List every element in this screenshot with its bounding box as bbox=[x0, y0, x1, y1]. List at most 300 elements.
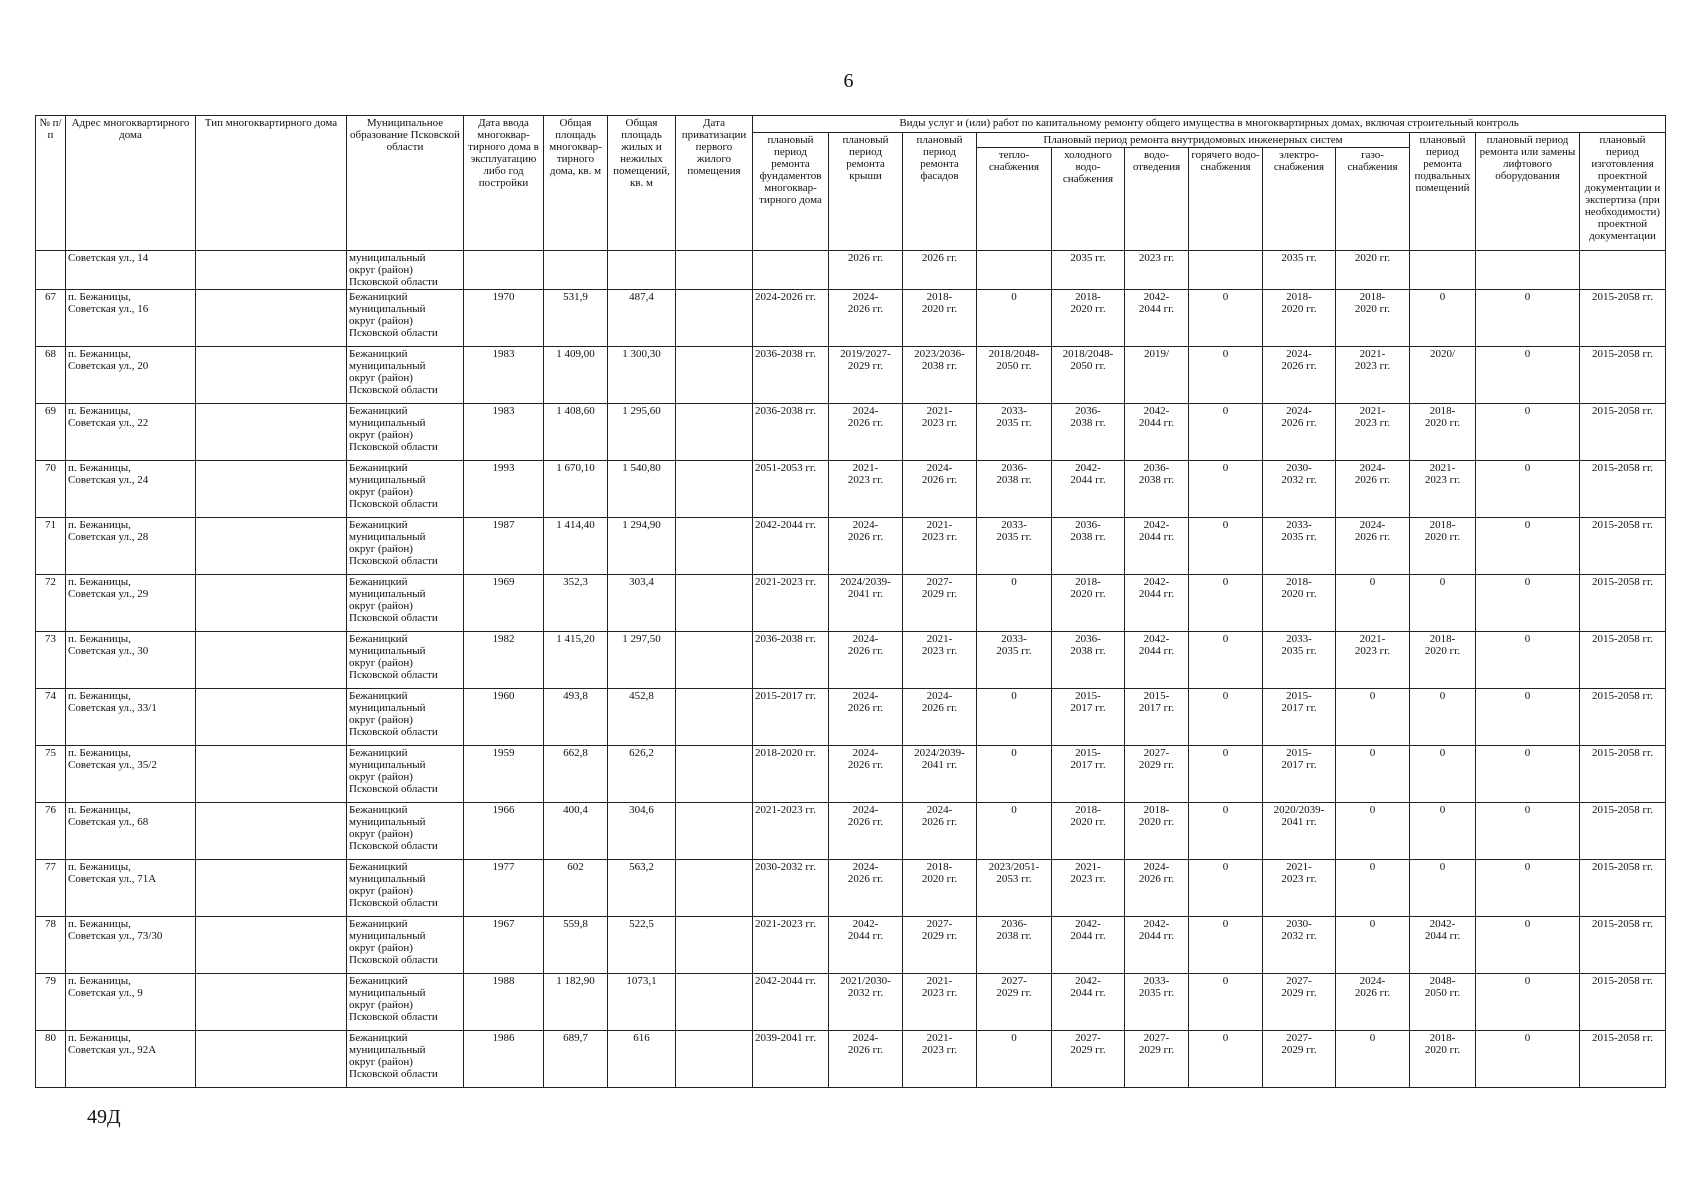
cell-cold-water bbox=[1052, 1031, 1125, 1088]
cell-line: 2026 гг. bbox=[1281, 417, 1317, 429]
cell-line: 2048- bbox=[1429, 975, 1456, 987]
cell-heating bbox=[977, 803, 1052, 860]
cell-line: 2021- bbox=[1359, 348, 1386, 360]
cell-line: п. Бежаницы, bbox=[68, 747, 131, 759]
header-foundation: плановый период ремонта фундаментов многоквар-тирного дома bbox=[753, 133, 829, 251]
cell-facade bbox=[903, 632, 977, 689]
cell-line: 2035 гг. bbox=[996, 417, 1032, 429]
cell-line: 2021- bbox=[852, 462, 879, 474]
cell-design: 2015-2058 гг. bbox=[1580, 974, 1666, 1031]
cell-line: 2020 гг. bbox=[1138, 816, 1175, 828]
cell-basement bbox=[1410, 290, 1476, 347]
cell-line: 2026 гг. bbox=[1354, 474, 1391, 486]
cell-line: 2036- bbox=[1001, 918, 1027, 930]
cell-roof bbox=[829, 632, 903, 689]
cell-num: 70 bbox=[36, 461, 66, 518]
cell-electric bbox=[1263, 860, 1336, 917]
cell-line: 2024- bbox=[852, 405, 879, 417]
cell-gas bbox=[1336, 974, 1410, 1031]
cell-basement bbox=[1410, 974, 1476, 1031]
cell-design: 2015-2058 гг. bbox=[1580, 290, 1666, 347]
cell-living-area: 1 540,80 bbox=[608, 461, 676, 518]
cell-foundation bbox=[753, 251, 829, 290]
cell-gas bbox=[1336, 689, 1410, 746]
cell-line: Псковской области bbox=[349, 384, 438, 396]
cell-privatization bbox=[676, 860, 753, 917]
cell-total-area: 352,3 bbox=[544, 575, 608, 632]
cell-municipality bbox=[347, 518, 464, 575]
header-total-area: Общая площадь многоквар-тирного дома, кв. м bbox=[544, 116, 608, 251]
cell-gas bbox=[1336, 860, 1410, 917]
cell-municipality bbox=[347, 746, 464, 803]
cell-cold-water bbox=[1052, 461, 1125, 518]
cell-line: Бежаницкий bbox=[349, 291, 408, 303]
cell-cold-water bbox=[1052, 917, 1125, 974]
cell-line: 2033- bbox=[1001, 405, 1027, 417]
table-row bbox=[36, 518, 1666, 575]
cell-facade bbox=[903, 746, 977, 803]
cell-address bbox=[66, 518, 196, 575]
cell-elevator: 0 bbox=[1476, 404, 1580, 461]
cell-line: 0 bbox=[1011, 291, 1017, 303]
cell-line: Советская ул., 28 bbox=[68, 531, 149, 543]
cell-line: 2033- bbox=[1286, 519, 1312, 531]
cell-electric bbox=[1263, 803, 1336, 860]
cell-line: 2042- bbox=[1143, 918, 1170, 930]
cell-line: 2026 гг. bbox=[847, 303, 884, 315]
cell-electric bbox=[1263, 917, 1336, 974]
cell-basement bbox=[1410, 1031, 1476, 1088]
cell-elevator: 0 bbox=[1476, 1031, 1580, 1088]
cell-line: 2026 гг. bbox=[847, 759, 884, 771]
cell-line: 2023 гг. bbox=[1070, 873, 1106, 885]
cell-line: 2042- bbox=[1075, 975, 1101, 987]
cell-line: 2027- bbox=[1143, 1032, 1170, 1044]
cell-total-area: 400,4 bbox=[544, 803, 608, 860]
cell-foundation: 2030-2032 гг. bbox=[753, 860, 829, 917]
table-row bbox=[36, 746, 1666, 803]
cell-line: 2023 гг. bbox=[1354, 417, 1391, 429]
cell-municipality bbox=[347, 917, 464, 974]
cell-line: 2044 гг. bbox=[1070, 987, 1106, 999]
cell-line: муниципальный bbox=[349, 816, 426, 828]
cell-line: 0 bbox=[1222, 291, 1229, 303]
cell-line: 2041 гг. bbox=[847, 588, 884, 600]
cell-roof bbox=[829, 860, 903, 917]
table-row bbox=[36, 860, 1666, 917]
cell-line: муниципальный bbox=[349, 930, 426, 942]
cell-line: 2018- bbox=[1286, 576, 1312, 588]
cell-line: Псковской области bbox=[349, 612, 438, 624]
cell-privatization bbox=[676, 461, 753, 518]
cell-total-area: 1 182,90 bbox=[544, 974, 608, 1031]
cell-total-area: 1 414,40 bbox=[544, 518, 608, 575]
cell-line: 2035 гг. bbox=[1138, 987, 1175, 999]
cell-line: 0 bbox=[1369, 918, 1376, 930]
cell-line: 2024/2039- bbox=[840, 576, 891, 588]
cell-line: 2018- bbox=[1429, 633, 1456, 645]
header-heating: тепло-снабжения bbox=[977, 148, 1052, 251]
cell-line: Советская ул., 35/2 bbox=[68, 759, 157, 771]
cell-address: Советская ул., 14 bbox=[66, 251, 196, 290]
cell-line: 0 bbox=[1369, 1032, 1376, 1044]
cell-line: округ (район) bbox=[349, 264, 413, 276]
cell-line: 2026 гг. bbox=[921, 702, 958, 714]
cell-elevator: 0 bbox=[1476, 860, 1580, 917]
cell-line: п. Бежаницы, bbox=[68, 576, 131, 588]
cell-line: Бежаницкий bbox=[349, 348, 408, 360]
cell-line: 0 bbox=[1222, 462, 1229, 474]
cell-cold-water bbox=[1052, 689, 1125, 746]
cell-line: 2026 гг. bbox=[847, 645, 884, 657]
cell-line: 2036- bbox=[1075, 519, 1101, 531]
table-row bbox=[36, 1031, 1666, 1088]
cell-line: 2053 гг. bbox=[996, 873, 1032, 885]
cell-line: 2023 гг. bbox=[1354, 645, 1391, 657]
cell-line: 2018- bbox=[1075, 291, 1101, 303]
cell-year: 1960 bbox=[464, 689, 544, 746]
cell-facade bbox=[903, 347, 977, 404]
cell-heating bbox=[977, 632, 1052, 689]
cell-num: 75 bbox=[36, 746, 66, 803]
cell-line: Псковской области bbox=[349, 897, 438, 909]
cell-cold-water bbox=[1052, 860, 1125, 917]
cell-line: округ (район) bbox=[349, 828, 413, 840]
cell-line: 2024- bbox=[926, 690, 953, 702]
cell-facade bbox=[903, 803, 977, 860]
cell-year: 1977 bbox=[464, 860, 544, 917]
cell-line: 2038 гг. bbox=[996, 930, 1032, 942]
cell-electric bbox=[1263, 632, 1336, 689]
cell-num: 68 bbox=[36, 347, 66, 404]
cell-municipality bbox=[347, 404, 464, 461]
cell-hot-water bbox=[1189, 860, 1263, 917]
cell-gas bbox=[1336, 1031, 1410, 1088]
cell-elevator: 0 bbox=[1476, 974, 1580, 1031]
cell-municipality bbox=[347, 974, 464, 1031]
cell-line: 2042- bbox=[1143, 405, 1170, 417]
cell-gas bbox=[1336, 518, 1410, 575]
cell-privatization bbox=[676, 290, 753, 347]
cell-line: 2024- bbox=[926, 804, 953, 816]
cell-line: Псковской области bbox=[349, 726, 438, 738]
cell-design: 2015-2058 гг. bbox=[1580, 632, 1666, 689]
cell-line: 2021- bbox=[1429, 462, 1456, 474]
cell-cold-water bbox=[1052, 347, 1125, 404]
cell-line: 2024- bbox=[1359, 462, 1386, 474]
cell-line: 2044 гг. bbox=[1070, 930, 1106, 942]
cell-line: п. Бежаницы, bbox=[68, 348, 131, 360]
cell-electric bbox=[1263, 1031, 1336, 1088]
cell-line: п. Бежаницы, bbox=[68, 462, 131, 474]
cell-year: 1970 bbox=[464, 290, 544, 347]
cell-sewage bbox=[1125, 404, 1189, 461]
cell-roof bbox=[829, 803, 903, 860]
cell-line: 2024- bbox=[1359, 519, 1386, 531]
cell-foundation: 2042-2044 гг. bbox=[753, 518, 829, 575]
cell-line: Советская ул., 73/30 bbox=[68, 930, 163, 942]
cell-design: 2015-2058 гг. bbox=[1580, 1031, 1666, 1088]
cell-address bbox=[66, 575, 196, 632]
cell-type bbox=[196, 746, 347, 803]
cell-type bbox=[196, 290, 347, 347]
cell-line: 2023 гг. bbox=[921, 1044, 958, 1056]
cell-line: 2042- bbox=[1143, 291, 1170, 303]
cell-line: Бежаницкий bbox=[349, 690, 408, 702]
cell-line: 2015- bbox=[1286, 747, 1312, 759]
cell-line: Псковской области bbox=[349, 954, 438, 966]
cell-address bbox=[66, 746, 196, 803]
cell-type bbox=[196, 347, 347, 404]
cell-address bbox=[66, 860, 196, 917]
cell-electric bbox=[1263, 689, 1336, 746]
cell-line: 2038 гг. bbox=[1138, 474, 1175, 486]
cell-line: 2018/2048- bbox=[1062, 348, 1114, 360]
cell-line: 0 bbox=[1439, 747, 1446, 759]
cell-line: 2026 гг. bbox=[847, 873, 884, 885]
cell-line: Советская ул., 9 bbox=[68, 987, 143, 999]
cell-line: Псковской области bbox=[349, 783, 438, 795]
cell-line: 2036- bbox=[1001, 462, 1027, 474]
cell-line: 2026 гг. bbox=[847, 417, 884, 429]
cell-line: 2015- bbox=[1075, 690, 1101, 702]
cell-line: 2027- bbox=[1286, 975, 1312, 987]
cell-heating bbox=[977, 290, 1052, 347]
cell-line: 0 bbox=[1222, 918, 1229, 930]
cell-total-area: 1 409,00 bbox=[544, 347, 608, 404]
cell-municipality bbox=[347, 290, 464, 347]
cell-privatization bbox=[676, 518, 753, 575]
table-row bbox=[36, 347, 1666, 404]
cell-facade bbox=[903, 290, 977, 347]
cell-line: округ (район) bbox=[349, 942, 413, 954]
cell-line: 2044 гг. bbox=[1138, 531, 1175, 543]
cell-line: Бежаницкий bbox=[349, 1032, 408, 1044]
cell-line: муниципальный bbox=[349, 474, 426, 486]
cell-basement bbox=[1410, 632, 1476, 689]
cell-foundation: 2021-2023 гг. bbox=[753, 803, 829, 860]
cell-gas bbox=[1336, 290, 1410, 347]
cell-line: 0 bbox=[1222, 405, 1229, 417]
cell-line: 2023 гг. bbox=[921, 417, 958, 429]
cell-line: 2023 гг. bbox=[1354, 360, 1391, 372]
cell-line: 2035 гг. bbox=[1281, 645, 1317, 657]
cell-basement bbox=[1410, 461, 1476, 518]
cell-elevator: 0 bbox=[1476, 290, 1580, 347]
cell-hot-water bbox=[1189, 347, 1263, 404]
cell-year: 1993 bbox=[464, 461, 544, 518]
cell-line: 2023/2051- bbox=[988, 861, 1040, 873]
cell-foundation: 2021-2023 гг. bbox=[753, 575, 829, 632]
cell-line: округ (район) bbox=[349, 885, 413, 897]
cell-line: 2024- bbox=[852, 747, 879, 759]
cell-year: 1987 bbox=[464, 518, 544, 575]
cell-line: Советская ул., 33/1 bbox=[68, 702, 157, 714]
header-systems-group: Плановый период ремонта внутридомовых инженерных систем bbox=[977, 133, 1410, 148]
cell-living-area: 1073,1 bbox=[608, 974, 676, 1031]
cell-line: п. Бежаницы, bbox=[68, 918, 131, 930]
cell-sewage bbox=[1125, 803, 1189, 860]
cell-num: 71 bbox=[36, 518, 66, 575]
cell-address bbox=[66, 917, 196, 974]
cell-facade bbox=[903, 461, 977, 518]
cell-total-area: 531,9 bbox=[544, 290, 608, 347]
cell-line: 2018- bbox=[1429, 519, 1456, 531]
cell-line: округ (район) bbox=[349, 315, 413, 327]
cell-line: п. Бежаницы, bbox=[68, 690, 131, 702]
cell-line: муниципальный bbox=[349, 303, 426, 315]
cell-heating bbox=[977, 575, 1052, 632]
cell-line: 0 bbox=[1011, 1032, 1017, 1044]
cell-design: 2015-2058 гг. bbox=[1580, 461, 1666, 518]
cell-roof bbox=[829, 746, 903, 803]
cell-cold-water bbox=[1052, 803, 1125, 860]
cell-line: 2032 гг. bbox=[1281, 474, 1317, 486]
cell-line: Псковской области bbox=[349, 327, 438, 339]
cell-line: 2020 гг. bbox=[1424, 645, 1461, 657]
cell-num: 69 bbox=[36, 404, 66, 461]
cell-line: 2021- bbox=[926, 405, 953, 417]
cell-foundation: 2021-2023 гг. bbox=[753, 917, 829, 974]
cell-line: 2021- bbox=[926, 519, 953, 531]
cell-sewage bbox=[1125, 575, 1189, 632]
cell-line: 2029 гг. bbox=[1138, 759, 1175, 771]
cell-line: муниципальный bbox=[349, 873, 426, 885]
cell-cold-water bbox=[1052, 746, 1125, 803]
cell-line: муниципальный bbox=[349, 1044, 426, 1056]
cell-hot-water bbox=[1189, 518, 1263, 575]
cell-design: 2015-2058 гг. bbox=[1580, 347, 1666, 404]
cell-line: 2026 гг. bbox=[1354, 987, 1391, 999]
cell-heating bbox=[977, 860, 1052, 917]
cell-line: округ (район) bbox=[349, 486, 413, 498]
cell-line: муниципальный bbox=[349, 360, 426, 372]
cell-design bbox=[1580, 251, 1666, 290]
cell-hot-water bbox=[1189, 404, 1263, 461]
cell-num: 76 bbox=[36, 803, 66, 860]
cell-line: 2024- bbox=[852, 1032, 879, 1044]
cell-address bbox=[66, 632, 196, 689]
cell-gas: 2020 гг. bbox=[1336, 251, 1410, 290]
cell-line: 0 bbox=[1011, 690, 1017, 702]
cell-line: 2050 гг. bbox=[1070, 360, 1106, 372]
cell-line: 2029 гг. bbox=[1281, 987, 1317, 999]
cell-line: 2033- bbox=[1286, 633, 1312, 645]
cell-roof bbox=[829, 1031, 903, 1088]
cell-line: 2024- bbox=[1359, 975, 1386, 987]
cell-hot-water bbox=[1189, 746, 1263, 803]
header-sewage: водо-отведения bbox=[1125, 148, 1189, 251]
cell-hot-water bbox=[1189, 1031, 1263, 1088]
cell-line: 2018- bbox=[1286, 291, 1312, 303]
cell-elevator: 0 bbox=[1476, 518, 1580, 575]
cell-line: п. Бежаницы, bbox=[68, 861, 131, 873]
cell-heating bbox=[977, 917, 1052, 974]
cell-elevator: 0 bbox=[1476, 803, 1580, 860]
cell-heating bbox=[977, 251, 1052, 290]
cell-line: 2050 гг. bbox=[1424, 987, 1461, 999]
cell-line: 2044 гг. bbox=[1424, 930, 1461, 942]
cell-electric bbox=[1263, 347, 1336, 404]
cell-line: 2020 гг. bbox=[1424, 531, 1461, 543]
cell-address bbox=[66, 689, 196, 746]
cell-line: округ (район) bbox=[349, 1056, 413, 1068]
cell-num: 72 bbox=[36, 575, 66, 632]
cell-num: 80 bbox=[36, 1031, 66, 1088]
cell-foundation: 2039-2041 гг. bbox=[753, 1031, 829, 1088]
cell-heating bbox=[977, 746, 1052, 803]
cell-line: 2021/2030- bbox=[840, 975, 891, 987]
cell-type bbox=[196, 575, 347, 632]
cell-elevator: 0 bbox=[1476, 689, 1580, 746]
cell-sewage: 2023 гг. bbox=[1125, 251, 1189, 290]
cell-line: 2038 гг. bbox=[921, 360, 958, 372]
cell-gas bbox=[1336, 746, 1410, 803]
cell-line: 2033- bbox=[1001, 633, 1027, 645]
cell-line: 2050 гг. bbox=[996, 360, 1032, 372]
table-row bbox=[36, 917, 1666, 974]
cell-line: 2024- bbox=[926, 462, 953, 474]
cell-line: Советская ул., 92А bbox=[68, 1044, 157, 1056]
cell-line: 2023 гг. bbox=[1281, 873, 1317, 885]
cell-cold-water: 2035 гг. bbox=[1052, 251, 1125, 290]
cell-sewage bbox=[1125, 860, 1189, 917]
cell-line: 2023/2036- bbox=[914, 348, 965, 360]
cell-line: 2021- bbox=[1359, 633, 1386, 645]
cell-municipality bbox=[347, 689, 464, 746]
cell-cold-water bbox=[1052, 974, 1125, 1031]
cell-line: 2026 гг. bbox=[921, 474, 958, 486]
cell-line: п. Бежаницы, bbox=[68, 633, 131, 645]
cell-sewage bbox=[1125, 917, 1189, 974]
cell-living-area bbox=[608, 251, 676, 290]
cell-elevator: 0 bbox=[1476, 746, 1580, 803]
table-row bbox=[36, 461, 1666, 518]
cell-line: 2032 гг. bbox=[1281, 930, 1317, 942]
cell-line: округ (район) bbox=[349, 771, 413, 783]
header-elevator: плановый период ремонта или замены лифтового оборудования bbox=[1476, 133, 1580, 251]
cell-line: 2026 гг. bbox=[1354, 531, 1391, 543]
cell-line: 2015- bbox=[1143, 690, 1170, 702]
cell-total-area: 602 bbox=[544, 860, 608, 917]
cell-living-area: 1 295,60 bbox=[608, 404, 676, 461]
cell-basement bbox=[1410, 689, 1476, 746]
cell-total-area bbox=[544, 251, 608, 290]
cell-sewage bbox=[1125, 1031, 1189, 1088]
cell-line: Бежаницкий bbox=[349, 633, 408, 645]
cell-roof bbox=[829, 689, 903, 746]
cell-line: 2020 гг. bbox=[1424, 417, 1461, 429]
cell-basement bbox=[1410, 746, 1476, 803]
cell-line: 2035 гг. bbox=[1281, 531, 1317, 543]
cell-electric bbox=[1263, 404, 1336, 461]
table-row bbox=[36, 974, 1666, 1031]
cell-basement bbox=[1410, 860, 1476, 917]
cell-line: 0 bbox=[1369, 747, 1376, 759]
cell-sewage bbox=[1125, 974, 1189, 1031]
cell-line: 2017 гг. bbox=[1070, 702, 1106, 714]
cell-line: 2044 гг. bbox=[1138, 303, 1175, 315]
cell-line: Советская ул., 16 bbox=[68, 303, 149, 315]
cell-line: 0 bbox=[1369, 861, 1376, 873]
cell-line: 2018/2048- bbox=[988, 348, 1040, 360]
cell-facade bbox=[903, 917, 977, 974]
cell-basement bbox=[1410, 347, 1476, 404]
cell-gas bbox=[1336, 347, 1410, 404]
cell-design: 2015-2058 гг. bbox=[1580, 575, 1666, 632]
cell-facade bbox=[903, 974, 977, 1031]
cell-line: 2029 гг. bbox=[1070, 1044, 1106, 1056]
